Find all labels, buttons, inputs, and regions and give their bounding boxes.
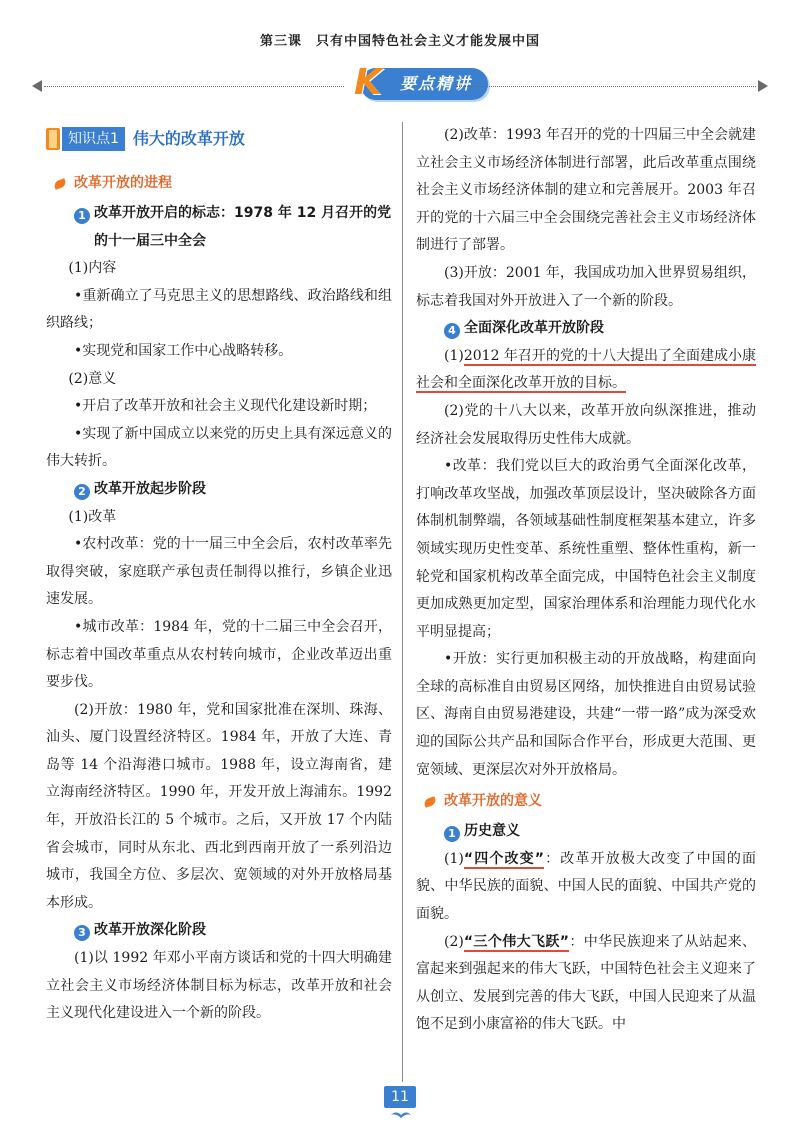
bird-icon bbox=[390, 1110, 412, 1120]
paragraph: (2)开放：1980 年，党和国家批准在深圳、珠海、汕头、厦门设置经济特区。1984 年，开放了大连、青岛等 14 个沿海港口城市。1988 年，设立海南省，建立海南经济特区。1990 年，开发开放上海浦东。1992 年，开放沿长江的 5 个城市。之后，又开放 17 个内陆省会城市，同时从东北、西北到西南开放了一系列沿边城市，我国全方位、多层次、宽领域的对外开放格局基本形成。 bbox=[46, 701, 392, 911]
paragraph: (2)改革：1993 年召开的党的十四届三中全会就建立社会主义市场经济体制进行部署，此后改革重点围绕社会主义市场经济体制的建立和完善展开。2003 年召开的党的十六届三中全会围绕完善社会主义市场经济体制进行了部署。 bbox=[416, 127, 756, 254]
page-number: 11 bbox=[384, 1086, 416, 1108]
paragraph bbox=[416, 929, 756, 1039]
chapter-title: 第三课 只有中国特色社会主义才能发展中国 bbox=[259, 34, 540, 49]
subheading-text: 历史意义 bbox=[464, 823, 520, 840]
banner-k-logo: K bbox=[354, 62, 382, 103]
banner-right-dotted-line bbox=[456, 86, 756, 87]
section-title: 改革开放的进程 bbox=[74, 175, 172, 192]
paragraph: •实现了新中国成立以来党的历史上具有深远意义的伟大转折。 bbox=[46, 425, 392, 470]
paragraph-prefix: (1) bbox=[444, 850, 464, 867]
paragraph-prefix: (2) bbox=[444, 933, 464, 950]
paragraph: (1)内容 bbox=[68, 260, 117, 277]
underlined-text: 2012 年召开的党的十八大提出了全面建成小康社会和全面深化改革开放的目标。 bbox=[416, 347, 756, 392]
paragraph: (2)意义 bbox=[68, 370, 117, 387]
banner-left-dotted-line bbox=[44, 86, 344, 87]
underlined-text: “四个改变” bbox=[463, 850, 544, 867]
paragraph: •城市改革：1984 年，党的十二届三中全会召开，标志着中国改革重点从农村转向城市，企业改革迈出重要步伐。 bbox=[46, 618, 392, 691]
paragraph: (2)党的十八大以来，改革开放向纵深推进，推动经济社会发展取得历史性伟大成就。 bbox=[416, 402, 756, 447]
knowledge-point-tag: 知识点1 bbox=[62, 127, 125, 151]
knowledge-point-header bbox=[46, 122, 392, 156]
leaf-icon bbox=[53, 178, 67, 190]
number-badge-icon: 1 bbox=[444, 826, 460, 842]
book-icon bbox=[46, 128, 60, 150]
subheading-3 bbox=[46, 917, 392, 945]
number-badge-icon: 4 bbox=[444, 323, 460, 339]
section-heading-significance bbox=[424, 788, 756, 816]
paragraph-rest: ：改革开放极大改变了中国的面貌、中华民族的面貌、中国人民的面貌、中国共产党的面貌。 bbox=[416, 850, 757, 923]
subheading-text: 改革开放开启的标志：1978 年 12 月召开的党的十一届三中全会 bbox=[94, 205, 392, 249]
paragraph: (1)改革 bbox=[68, 508, 117, 525]
subheading-text: 改革开放深化阶段 bbox=[94, 922, 206, 939]
paragraph: (1)以 1992 年邓小平南方谈话和党的十四大明确建立社会主义市场经济体制目标为标志，改革开放和社会主义现代化建设进入一个新的阶段。 bbox=[46, 950, 392, 1022]
paragraph bbox=[416, 343, 756, 398]
paragraph-rest: ：中华民族迎来了从站起来、富起来到强起来的伟大飞跃，中国特色社会主义迎来了从创立、发展到完善的伟大飞跃，中国人民迎来了从温饱不足到小康富裕的伟大飞跃。中 bbox=[416, 933, 757, 1033]
paragraph: •开放：实行更加积极主动的开放战略，构建面向全球的高标准自由贸易区网络，加快推进自由贸易试验区、海南自由贸易港建设，共建“一带一路”成为深受欢迎的国际公共产品和国际合作平台，形成更大范围、更宽领域、更深层次对外开放格局。 bbox=[416, 651, 756, 778]
subheading-text: 改革开放起步阶段 bbox=[94, 480, 206, 497]
column-divider bbox=[402, 122, 403, 1082]
paragraph bbox=[416, 846, 756, 929]
number-badge-icon: 1 bbox=[74, 208, 90, 224]
paragraph: •改革：我们党以巨大的政治勇气全面深化改革，打响改革攻坚战，加强改革顶层设计，坚决破除各方面体制机制弊端，各领域基础性制度框架基本建立，许多领域实现历史性变革、系统性重塑、整体性重构，新一轮党和国家机构改革全面完成，中国特色社会主义制度更加成熟更加定型，国家治理体系和治理能力现代化水平明显提高； bbox=[416, 458, 756, 640]
section-banner bbox=[30, 62, 770, 106]
left-column bbox=[46, 122, 392, 1028]
subheading-text: 全面深化改革开放阶段 bbox=[464, 320, 604, 337]
subheading-4 bbox=[416, 315, 756, 343]
paragraph-prefix: (1) bbox=[444, 347, 464, 364]
subheading-1 bbox=[46, 200, 392, 255]
number-badge-icon: 3 bbox=[74, 925, 90, 941]
subheading-2 bbox=[46, 476, 392, 504]
paragraph: (3)开放：2001 年，我国成功加入世界贸易组织，标志着我国对外开放进入了一个新的阶段。 bbox=[416, 264, 756, 309]
banner-badge bbox=[354, 62, 488, 103]
subheading-5 bbox=[416, 818, 756, 846]
knowledge-point-title: 伟大的改革开放 bbox=[132, 129, 245, 149]
section-title: 改革开放的意义 bbox=[444, 793, 542, 810]
leaf-icon bbox=[423, 796, 437, 808]
banner-right-arrow-icon bbox=[758, 80, 768, 92]
paragraph: •农村改革：党的十一届三中全会后，农村改革率先取得突破，家庭联产承包责任制得以推行，乡镇企业迅速发展。 bbox=[46, 536, 392, 608]
paragraph: •重新确立了马克思主义的思想路线、政治路线和组织路线； bbox=[46, 287, 392, 332]
paragraph: •开启了改革开放和社会主义现代化建设新时期； bbox=[74, 398, 377, 415]
banner-label: 要点精讲 bbox=[400, 74, 473, 93]
right-column bbox=[416, 122, 756, 1039]
underlined-text: “三个伟大飞跃” bbox=[463, 933, 569, 950]
section-heading-progress bbox=[54, 170, 392, 198]
paragraph: •实现党和国家工作中心战略转移。 bbox=[74, 342, 293, 359]
number-badge-icon: 2 bbox=[74, 484, 90, 500]
banner-left-arrow-icon bbox=[32, 80, 42, 92]
